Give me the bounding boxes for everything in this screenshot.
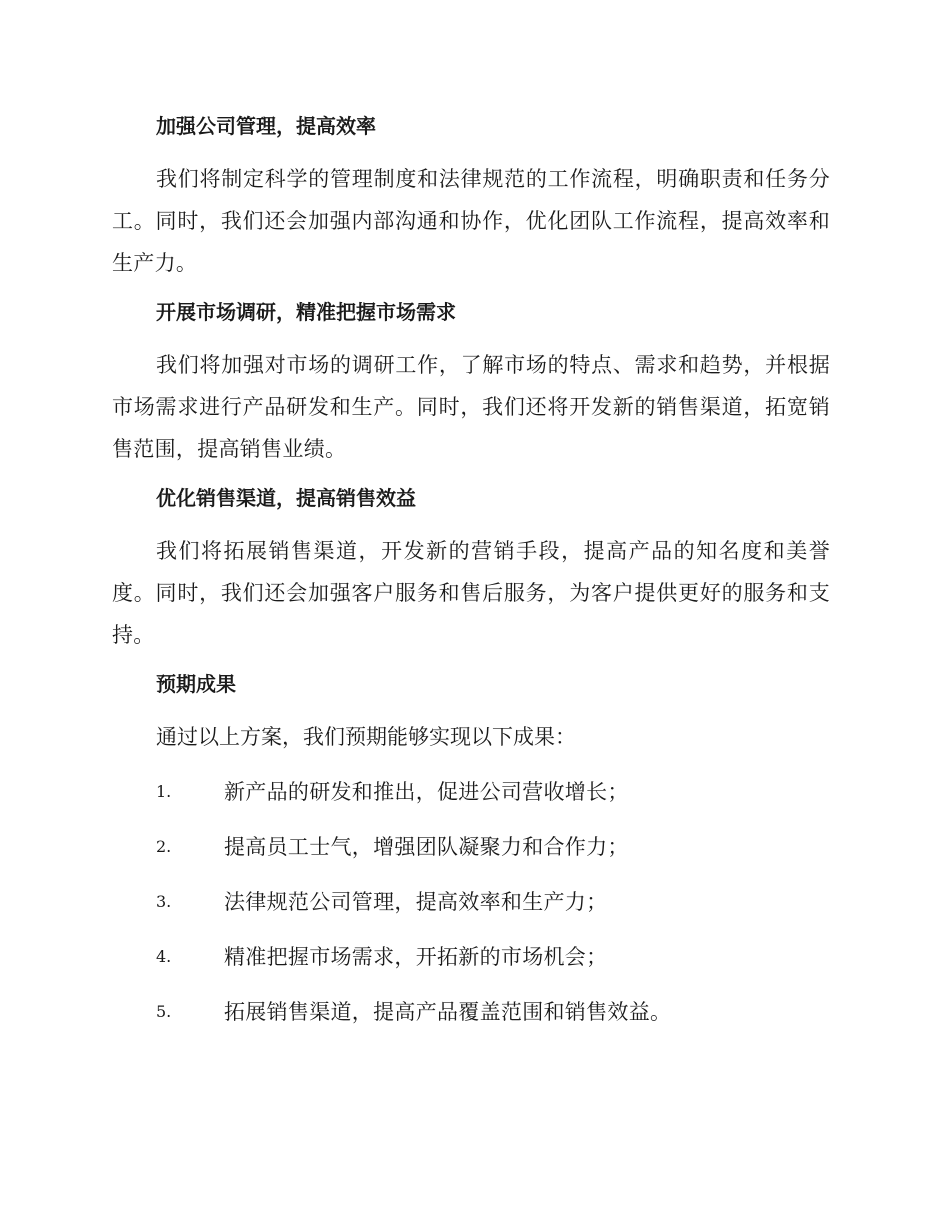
section-expected-results <box>112 666 830 1032</box>
list-text: 新产品的研发和推出，促进公司营收增长； <box>224 780 629 804</box>
list-item <box>112 880 830 922</box>
section-management <box>112 108 830 284</box>
section-market-research <box>112 294 830 470</box>
list-item <box>112 990 830 1032</box>
section-paragraph: 我们将拓展销售渠道，开发新的营销手段，提高产品的知名度和美誉度。同时，我们还会加强客户服务和售后服务，为客户提供更好的服务和支持。 <box>112 539 830 647</box>
list-item <box>112 825 830 867</box>
list-item <box>112 935 830 977</box>
list-number: 1. <box>156 781 172 801</box>
document-content <box>112 108 830 1045</box>
list-text: 提高员工士气，增强团队凝聚力和合作力； <box>224 835 629 859</box>
section-paragraph: 我们将制定科学的管理制度和法律规范的工作流程，明确职责和任务分工。同时，我们还会加强内部沟通和协作，优化团队工作流程，提高效率和生产力。 <box>112 167 830 275</box>
list-number: 3. <box>156 891 172 911</box>
section-heading: 加强公司管理，提高效率 <box>156 114 376 138</box>
list-item <box>112 770 830 812</box>
results-list <box>112 770 830 1032</box>
list-text: 精准把握市场需求，开拓新的市场机会； <box>224 945 608 969</box>
list-number: 5. <box>156 1001 172 1021</box>
section-sales-channels <box>112 480 830 656</box>
results-intro: 通过以上方案，我们预期能够实现以下成果： <box>156 725 576 749</box>
list-number: 2. <box>156 836 172 856</box>
results-heading: 预期成果 <box>156 672 236 696</box>
list-text: 法律规范公司管理，提高效率和生产力； <box>224 890 608 914</box>
section-heading: 开展市场调研，精准把握市场需求 <box>156 300 456 324</box>
section-paragraph: 我们将加强对市场的调研工作，了解市场的特点、需求和趋势，并根据市场需求进行产品研发和生产。同时，我们还将开发新的销售渠道，拓宽销售范围，提高销售业绩。 <box>112 353 830 461</box>
list-text: 拓展销售渠道，提高产品覆盖范围和销售效益。 <box>224 1000 672 1024</box>
list-number: 4. <box>156 946 172 966</box>
section-heading: 优化销售渠道，提高销售效益 <box>156 486 416 510</box>
